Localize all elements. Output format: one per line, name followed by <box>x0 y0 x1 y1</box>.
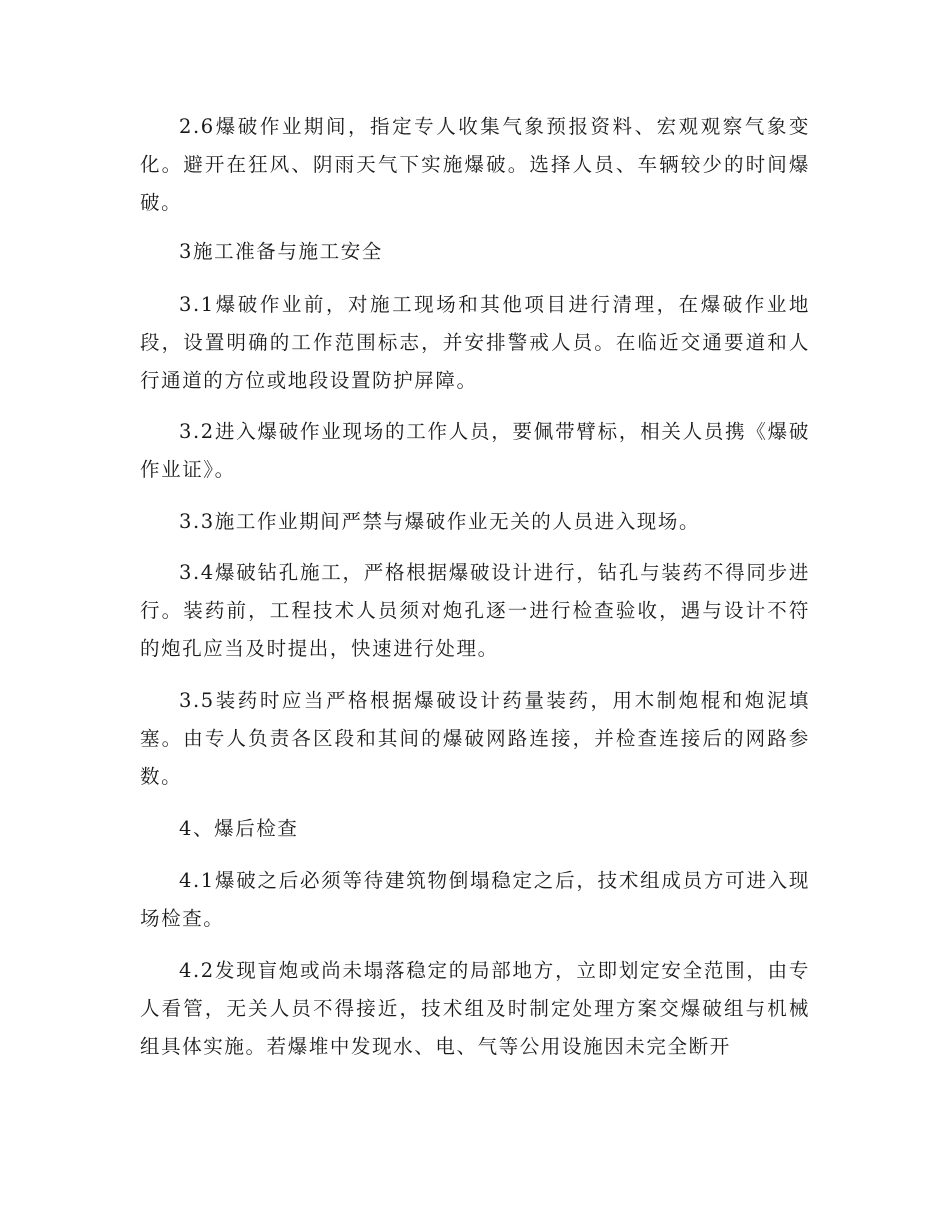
heading-section-4: 4、爆后检查 <box>179 817 299 840</box>
paragraph-2-6: 2.6爆破作业期间，指定专人收集气象预报资料、宏观观察气象变化。避开在狂风、阴雨天气下实施爆破。选择人员、车辆较少的时间爆破。 <box>140 115 810 214</box>
paragraph-3-3: 3.3施工作业期间严禁与爆破作业无关的人员进入现场。 <box>179 510 701 533</box>
heading-section-3: 3施工准备与施工安全 <box>179 240 383 263</box>
paragraph-3-1: 3.1爆破作业前，对施工现场和其他项目进行清理，在爆破作业地段，设置明确的工作范围标志，并安排警戒人员。在临近交通要道和人行通道的方位或地段设置防护屏障。 <box>140 293 810 392</box>
paragraph-3-4: 3.4爆破钻孔施工，严格根据爆破设计进行，钻孔与装药不得同步进行。装药前，工程技术人员须对炮孔逐一进行检查验收，遇与设计不符的炮孔应当及时提出，快速进行处理。 <box>140 561 810 660</box>
paragraph-4-1: 4.1爆破之后必须等待建筑物倒塌稳定之后，技术组成员方可进入现场检查。 <box>140 869 810 930</box>
paragraph-4-2: 4.2发现盲炮或尚未塌落稳定的局部地方，立即划定安全范围，由专人看管，无关人员不得接近，技术组及时制定处理方案交爆破组与机械组具体实施。若爆堆中发现水、电、气等公用设施因未完全断开 <box>140 959 810 1058</box>
paragraph-3-5: 3.5装药时应当严格根据爆破设计药量装药，用木制炮棍和炮泥填塞。由专人负责各区段和其间的爆破网路连接，并检查连接后的网路参数。 <box>140 689 810 788</box>
paragraph-3-2: 3.2进入爆破作业现场的工作人员，要佩带臂标，相关人员携《爆破作业证》。 <box>140 420 810 481</box>
